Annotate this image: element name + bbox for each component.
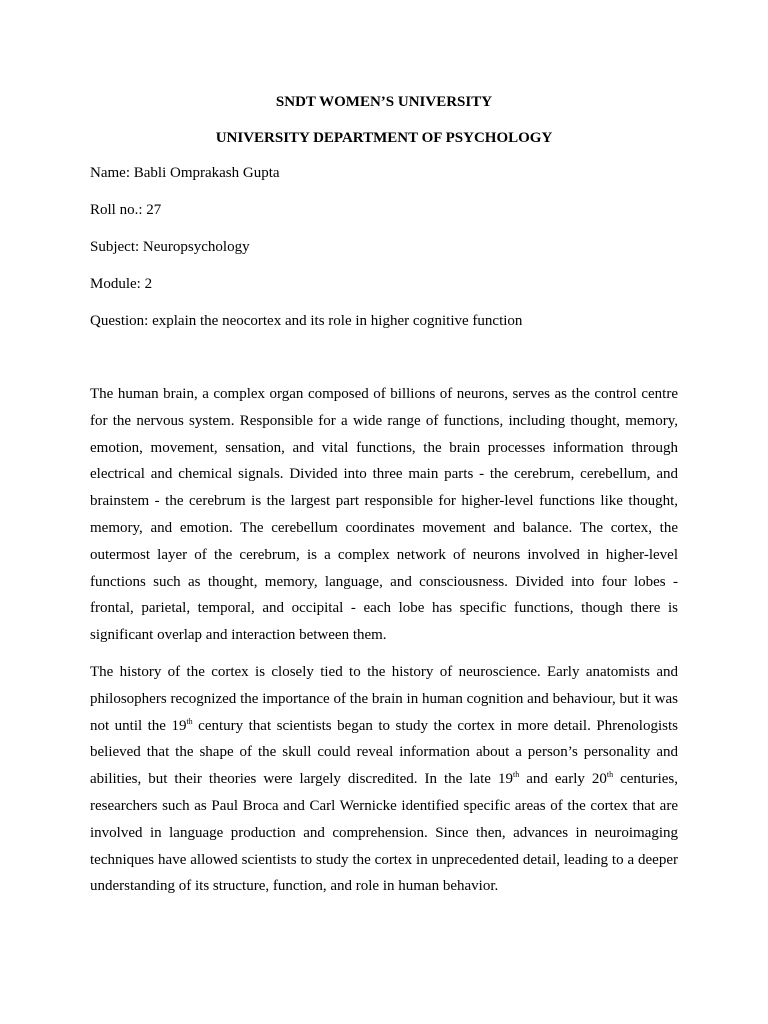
paragraph-brain: The human brain, a complex organ composed of billions of neurons, serves as the control centre for the nervous system. Responsible for a wide range of functions, including thought, memory, emotion, movement, sensation, and vital functions, the brain processes information through electrical and chemical signals. Divided into three main parts - the cerebrum, cerebellum, and brainstem - the cerebrum is the largest part responsible for higher-level functions like thought, memory, and emotion. The cerebellum coordinates movement and balance. The cortex, the outermost layer of the cerebrum, is a complex network of neurons involved in higher-level functions such as thought, memory, language, and consciousness. Divided into four lobes - frontal, parietal, temporal, and occipital - each lobe has specific functions, though there is significant overlap and interaction between them. — [90, 386, 678, 644]
name-value: Babli Omprakash Gupta — [133, 165, 280, 181]
question-field — [90, 312, 678, 331]
history-text-1: The history of the cortex is closely tied to the history of neuroscience. Early anatomists and philosophers recognized the importance of the brain in human cognition and behaviour, but it was not until the 19 — [90, 663, 678, 734]
roll-value: 27 — [146, 202, 162, 218]
module-label: Module: — [90, 276, 141, 292]
question-value: explain the neocortex and its role in higher cognitive function — [152, 313, 523, 329]
history-text-2: century that scientists began to study the cortex in more detail. Phrenologists believed that the shape of the skull could reveal information about a person’s personality and abilities, but their theories were largely discredited. In the late 19 — [90, 717, 678, 788]
history-text-4: centuries, researchers such as Paul Broca and Carl Wernicke identified specific areas of the cortex that are involved in language production and comprehension. Since then, advances in neuroimaging techniques have allowed scientists to study the cortex in unprecedented detail, leading to a deeper understanding of its structure, function, and role in human behavior. — [90, 771, 679, 895]
subject-field — [90, 238, 678, 257]
university-title: SNDT WOMEN’S UNIVERSITY — [275, 94, 493, 110]
superscript-th: th — [512, 770, 520, 780]
superscript-th: th — [186, 716, 193, 726]
roll-field — [90, 201, 678, 220]
subject-value: Neuropsychology — [142, 239, 250, 255]
module-value: 2 — [144, 276, 153, 292]
superscript-th: th — [606, 770, 614, 780]
department-title: UNIVERSITY DEPARTMENT OF PSYCHOLOGY — [215, 130, 553, 146]
subject-label: Subject: — [90, 239, 140, 255]
paragraph-history — [90, 659, 678, 900]
roll-label: Roll no.: — [90, 202, 143, 218]
history-text-3: and early 20 — [519, 771, 607, 788]
question-label: Question: — [90, 313, 149, 329]
name-field — [90, 164, 678, 183]
name-label: Name: — [90, 165, 130, 181]
module-field — [90, 275, 678, 294]
